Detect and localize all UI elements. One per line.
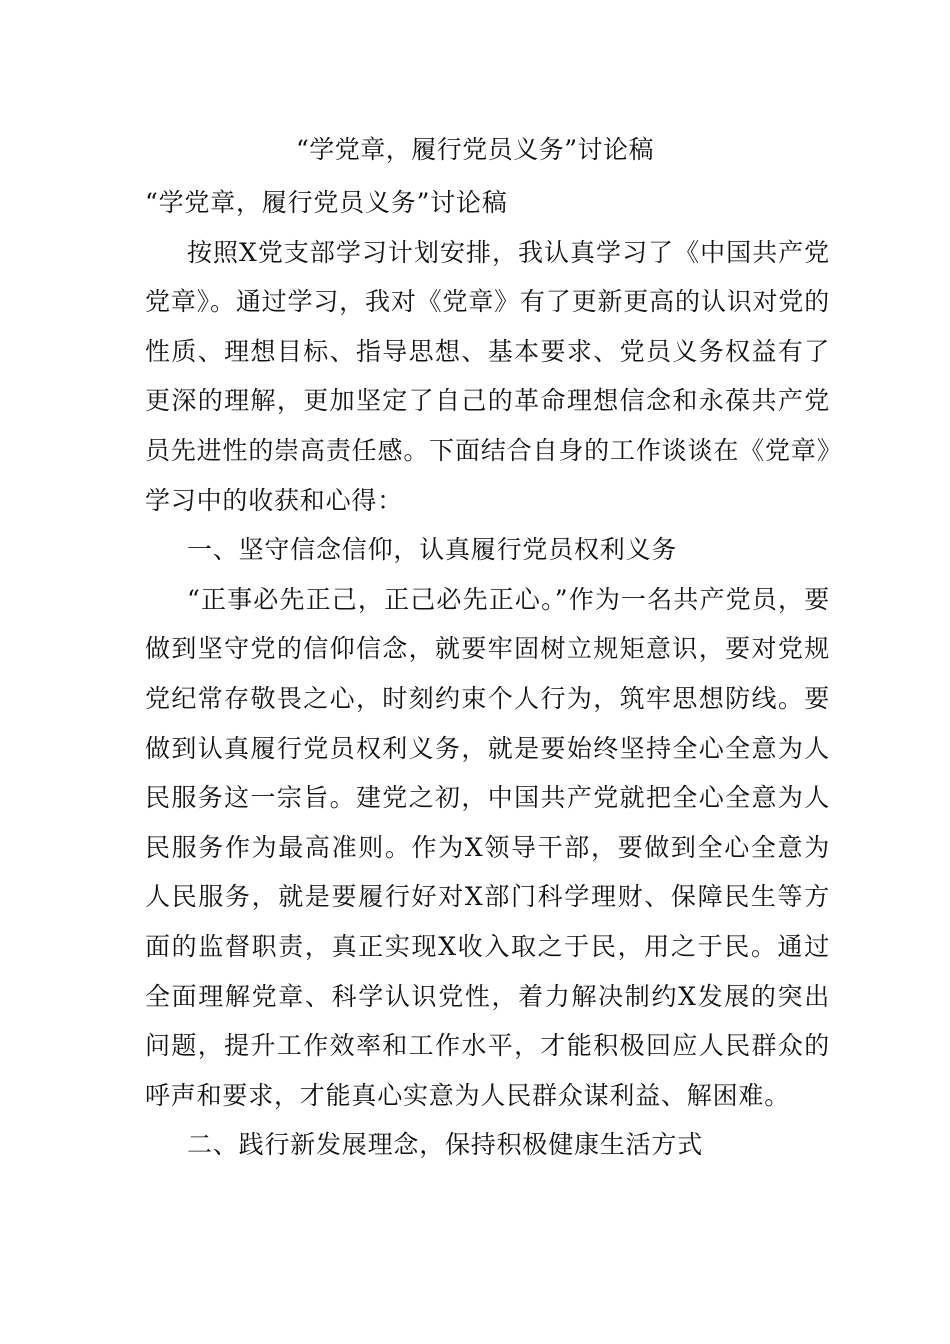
document-subtitle: “学党章，履行党员义务”讨论稿 — [145, 188, 508, 217]
section-1-paragraph: “正事必先正己，正己必先正心。”作为一名共产党员，要做到坚守党的信仰信念，就要牢固树立规矩意识，要对党规党纪常存敬畏之心，时刻约束个人行为，筑牢思想防线。要做到认真履行党员权利义务，就是要始终坚持全心全意为人民服务这一宗旨。建党之初，中国共产党就把全心全意为人民服务作为最高准则。作为X领导干部，要做到全心全意为人民服务，就是要履行好对X部门科学理财、保障民生等方面的监督职责，真正实现X收入取之于民，用之于民。通过全面理解党章、科学认识党性，着力解决制约X发展的突出问题，提升工作效率和工作水平，才能积极回应人民群众的呼声和要求，才能真心实意为人民群众谋利益、解困难。 — [145, 584, 830, 1110]
section-heading-1: 一、坚守信念信仰，认真履行党员权利义务 — [187, 535, 678, 565]
section-heading-2: 二、践行新发展理念，保持积极健康生活方式 — [187, 1130, 704, 1160]
intro-paragraph: 按照X党支部学习计划安排，我认真学习了《中国共产党党章》。通过学习，我对《党章》有了更新更高的认识对党的性质、理想目标、指导思想、基本要求、党员义务权益有了更深的理解，更加坚定了自己的革命理想信念和永葆共产党员先进性的崇高责任感。下面结合自身的工作谈谈在《党章》学习中的收获和心得： — [145, 237, 830, 515]
document-body — [145, 178, 830, 1170]
document-title: “学党章，履行党员义务”讨论稿 — [295, 135, 655, 164]
